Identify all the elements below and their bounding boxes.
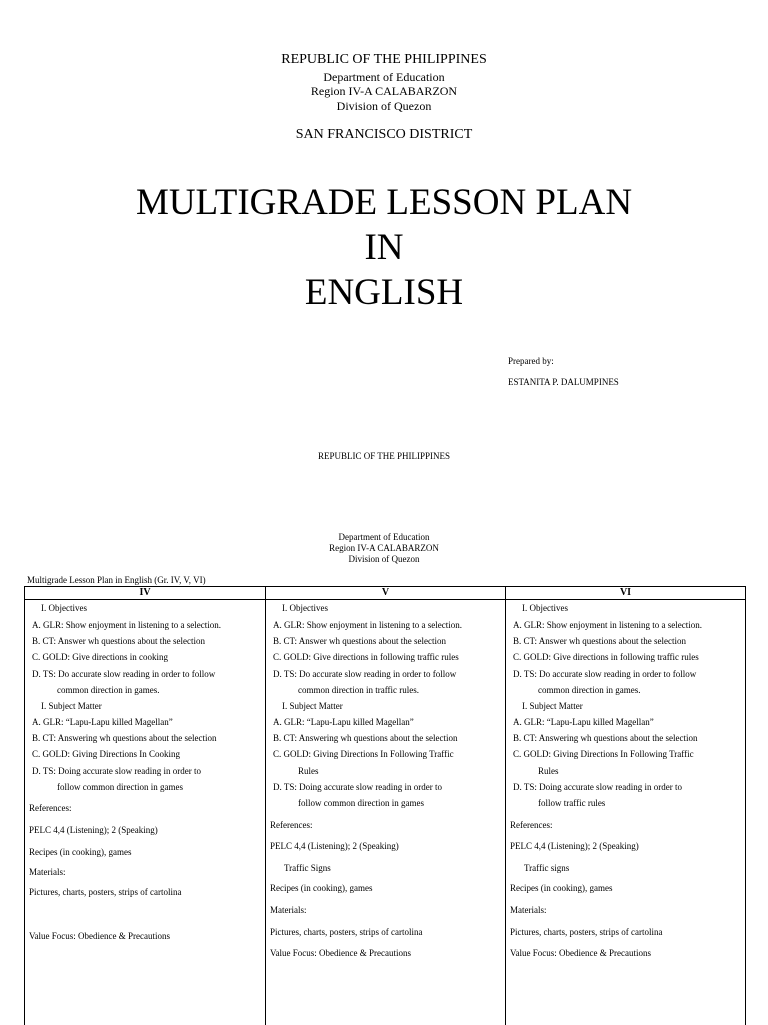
col1-line: Materials:: [29, 867, 66, 877]
col3-line: common direction in games.: [538, 685, 641, 695]
col1-line: I. Subject Matter: [41, 701, 102, 711]
col1-line: References:: [29, 803, 72, 813]
col3-line: B. CT: Answer wh questions about the selection: [513, 636, 687, 646]
col2-line: Value Focus: Obedience & Precautions: [270, 948, 411, 958]
col2-line: Pictures, charts, posters, strips of cartolina: [270, 927, 423, 937]
col2-line: Rules: [298, 766, 319, 776]
col3-line: Pictures, charts, posters, strips of cartolina: [510, 927, 663, 937]
title-line-1: MULTIGRADE LESSON PLAN: [135, 182, 633, 223]
col3-line: Recipes (in cooking), games: [510, 883, 613, 893]
col1-line: Recipes (in cooking), games: [29, 847, 132, 857]
col2-line: D. TS: Do accurate slow reading in order to follow: [273, 669, 457, 679]
col1-line: PELC 4,4 (Listening); 2 (Speaking): [29, 825, 158, 835]
page2-republic: REPUBLIC OF THE PHILIPPINES: [317, 451, 451, 461]
col3-line: C. GOLD: Giving Directions In Following Traffic: [513, 749, 694, 759]
col2-line: I. Objectives: [282, 603, 328, 613]
col2-line: References:: [270, 820, 313, 830]
page2-department: Department of Education: [338, 532, 430, 542]
col3-line: Traffic signs: [524, 863, 570, 873]
col2-line: common direction in traffic rules.: [298, 685, 420, 695]
col1-line: common direction in games.: [57, 685, 160, 695]
col2-line: C. GOLD: Give directions in following traffic rules: [273, 652, 459, 662]
col1-line: C. GOLD: Giving Directions In Cooking: [32, 749, 180, 759]
page2-division: Division of Quezon: [348, 554, 420, 564]
col1-line: D. TS: Do accurate slow reading in order to follow: [32, 669, 216, 679]
header-republic: REPUBLIC OF THE PHILIPPINES: [281, 52, 487, 67]
col3-line: C. GOLD: Give directions in following traffic rules: [513, 652, 699, 662]
col3-line: References:: [510, 820, 553, 830]
col3-line: B. CT: Answering wh questions about the selection: [513, 733, 698, 743]
col2-line: A. GLR: “Lapu-Lapu killed Magellan”: [273, 717, 414, 727]
col1-line: B. CT: Answering wh questions about the selection: [32, 733, 217, 743]
header-division: Division of Quezon: [336, 99, 432, 113]
header-department: Department of Education: [323, 70, 445, 84]
prepared-by-label: Prepared by:: [508, 356, 554, 366]
table-caption: Multigrade Lesson Plan in English (Gr. IV, V, VI): [27, 575, 206, 585]
col2-line: D. TS: Doing accurate slow reading in order to: [273, 782, 443, 792]
col1-line: Value Focus: Obedience & Precautions: [29, 931, 170, 941]
lesson-plan-table: [24, 586, 746, 1025]
title-line-2: IN: [364, 227, 404, 268]
grade-vi-column: [506, 587, 745, 1025]
col2-line: B. CT: Answer wh questions about the selection: [273, 636, 447, 646]
col2-line: I. Subject Matter: [282, 701, 343, 711]
col1-line: follow common direction in games: [57, 782, 183, 792]
col2-line: B. CT: Answering wh questions about the selection: [273, 733, 458, 743]
col3-line: D. TS: Doing accurate slow reading in order to: [513, 782, 683, 792]
col2-line: follow common direction in games: [298, 798, 424, 808]
col1-line: B. CT: Answer wh questions about the selection: [32, 636, 206, 646]
col1-line: A. GLR: “Lapu-Lapu killed Magellan”: [32, 717, 173, 727]
grade-v-column: [266, 587, 506, 1025]
title-line-3: ENGLISH: [304, 272, 464, 313]
header-region: Region IV-A CALABARZON: [310, 84, 458, 98]
col3-line: I. Objectives: [522, 603, 568, 613]
page2-region: Region IV-A CALABARZON: [329, 543, 439, 553]
col3-line: Materials:: [510, 905, 547, 915]
col1-line: Pictures, charts, posters, strips of cartolina: [29, 887, 182, 897]
col2-line: Materials:: [270, 905, 307, 915]
col1-line: C. GOLD: Give directions in cooking: [32, 652, 168, 662]
grade-vi-header: VI: [506, 587, 745, 600]
col3-line: D. TS: Do accurate slow reading in order to follow: [513, 669, 697, 679]
grade-iv-column: [25, 587, 266, 1025]
grade-iv-header: IV: [25, 587, 265, 600]
col2-line: PELC 4,4 (Listening); 2 (Speaking): [270, 841, 399, 851]
col1-line: D. TS: Doing accurate slow reading in order to: [32, 766, 202, 776]
col3-line: PELC 4,4 (Listening); 2 (Speaking): [510, 841, 639, 851]
header-district: SAN FRANCISCO DISTRICT: [295, 127, 473, 142]
col2-line: Traffic Signs: [284, 863, 331, 873]
prepared-by-name: ESTANITA P. DALUMPINES: [508, 377, 619, 387]
col3-line: Rules: [538, 766, 559, 776]
col3-line: I. Subject Matter: [522, 701, 583, 711]
col3-line: follow traffic rules: [538, 798, 606, 808]
col3-line: A. GLR: “Lapu-Lapu killed Magellan”: [513, 717, 654, 727]
col2-line: A. GLR: Show enjoyment in listening to a selection.: [273, 620, 462, 630]
col2-line: C. GOLD: Giving Directions In Following Traffic: [273, 749, 454, 759]
grade-v-header: V: [266, 587, 505, 600]
col2-line: Recipes (in cooking), games: [270, 883, 373, 893]
col3-line: Value Focus: Obedience & Precautions: [510, 948, 651, 958]
col1-line: A. GLR: Show enjoyment in listening to a selection.: [32, 620, 221, 630]
col1-line: I. Objectives: [41, 603, 87, 613]
col3-line: A. GLR: Show enjoyment in listening to a selection.: [513, 620, 702, 630]
